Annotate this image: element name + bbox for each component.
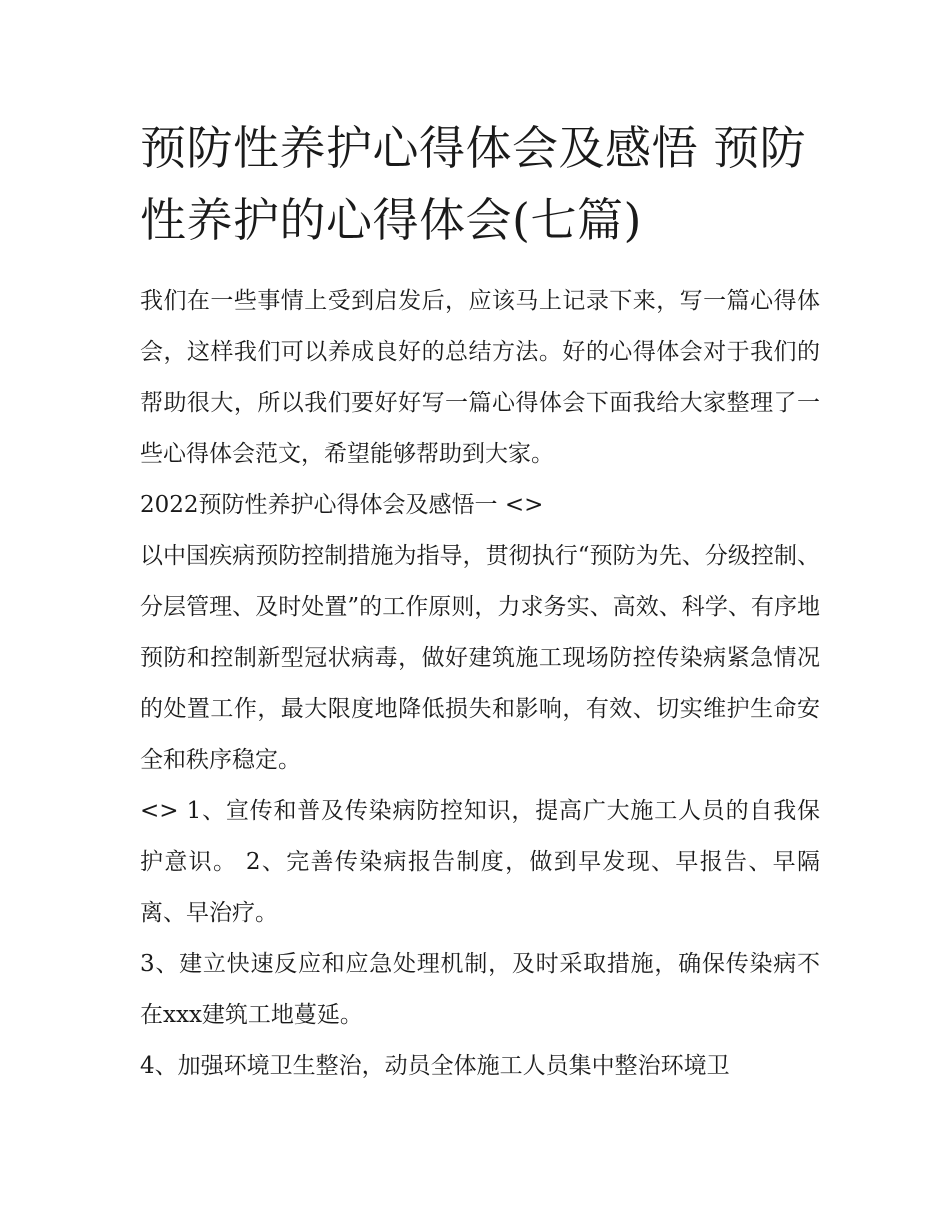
measures-paragraph: <> 1、宣传和普及传染病防控知识，提高广大施工人员的自我保护意识。 2、完善传染病报告制度，做到早发现、早报告、早隔离、早治疗。 xyxy=(140,798,820,926)
document-title: 预防性养护心得体会及感悟 预防性养护的心得体会(七篇) xyxy=(140,121,807,247)
document-page xyxy=(140,112,820,1092)
principle-paragraph: 以中国疾病预防控制措施为指导，贯彻执行“预防为先、分级控制、分层管理、及时处置”的工作原则，力求务实、高效、科学、有序地预防和控制新型冠状病毒，做好建筑施工现场防控传染病紧急情况的处置工作，最大限度地降低损失和影响，有效、切实维护生命安全和秩序稳定。 xyxy=(140,543,820,773)
measure-3-paragraph: 3、建立快速反应和应急处理机制，及时采取措施，确保传染病不在xxx建筑工地蔓延。 xyxy=(140,951,820,1028)
measure-4-paragraph: 4、加强环境卫生整治，动员全体施工人员集中整治环境卫 xyxy=(140,1053,730,1079)
section-heading: 2022预防性养护心得体会及感悟一 <> xyxy=(140,492,544,518)
intro-paragraph: 我们在一些事情上受到启发后，应该马上记录下来，写一篇心得体会，这样我们可以养成良好的总结方法。好的心得体会对于我们的帮助很大，所以我们要好好写一篇心得体会下面我给大家整理了一些心得体会范文，希望能够帮助到大家。 xyxy=(140,288,820,467)
